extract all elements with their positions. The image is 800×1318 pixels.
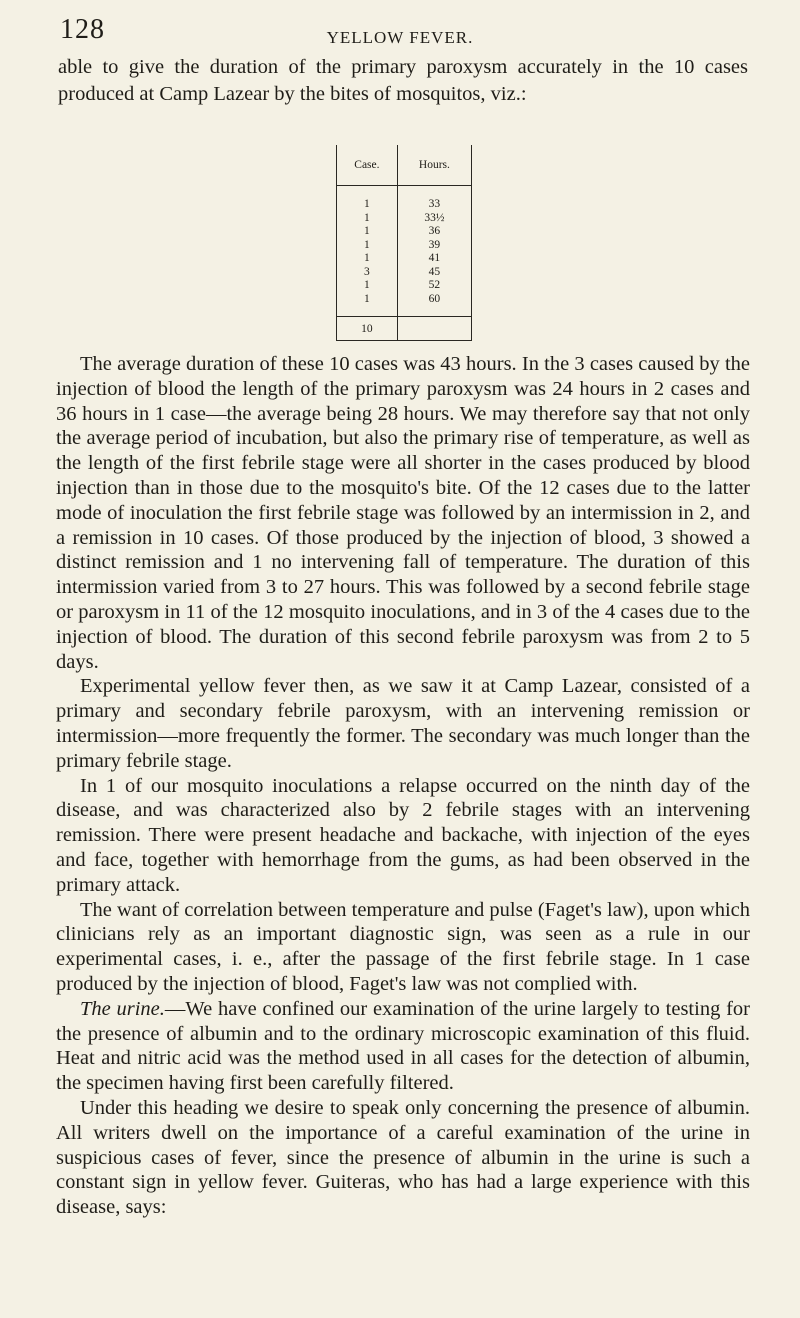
paragraph-fagets-law: The want of correlation between temperature and pulse (Faget's law), upon which clinicians rely as an important diagnostic sign, was seen as a rule in our experimental cases, i. e., after the passage of the first febrile stage. In 1 case produced by the injection of blood, Faget's law was not complied with. <box>56 898 750 995</box>
hours-value: 41 <box>428 252 441 264</box>
page-number: 128 <box>60 14 105 45</box>
hours-total-blank <box>397 317 471 341</box>
table-header-row <box>337 145 472 186</box>
case-value: 1 <box>364 198 370 210</box>
hours-value: 36 <box>428 225 441 237</box>
paragraph-average-duration: The average duration of these 10 cases was 43 hours. In the 3 cases caused by the injection of blood the length of the primary paroxysm was 24 hours in 2 cases and 36 hours in 1 case—the average being 28 hours. We may therefore say that not only the average period of incubation, but also the primary rise of temperature, as well as the length of the first febrile stage were all shorter in the cases produced by blood injection than in those due to the mosquito's bite. Of the 12 cases due to the latter mode of inoculation the first febrile stage was followed by an intermission in 2, and a remission in 10 cases. Of those produced by the injection of blood, 3 showed a distinct remission and 1 no intervening fall of temperature. The duration of this intermission varied from 3 to 27 hours. This was followed by a second febrile stage or paroxysm in 11 of the 12 mosquito inoculations, and in 3 of the 4 cases due to the injection of blood. The duration of this second febrile paroxysm was from 2 to 5 days. <box>56 353 750 673</box>
case-value: 3 <box>364 265 370 278</box>
running-head: YELLOW FEVER. <box>326 28 474 47</box>
urine-text: —We have confined our examination of the urine largely to testing for the presence of albumin and to the ordinary microscopic examination of this fluid. Heat and nitric acid was the method used in all cases for the detection of albumin, the specimen having first been carefully filtered. <box>56 997 750 1095</box>
column-header-hours: Hours. <box>397 145 471 186</box>
paragraph-albumin: Under this heading we desire to speak only concerning the presence of albumin. All writers dwell on the importance of a careful examination of the urine in suspicious cases of fever, since the presence of albumin in the urine is such a constant sign in yellow fever. Guiteras, who has had a large experience with this disease, says: <box>56 1096 750 1219</box>
case-value: 1 <box>364 279 370 291</box>
case-value: 1 <box>364 211 370 224</box>
column-header-case: Case. <box>337 145 398 186</box>
hours-value: 60 <box>428 292 441 305</box>
paragraph-experimental-fever: Experimental yellow fever then, as we saw it at Camp Lazear, consisted of a primary and secondary febrile paroxysm, with an intervening remission or intermission—more frequently the former. The secondary was much longer than the primary febrile stage. <box>56 675 750 772</box>
case-value: 1 <box>364 238 370 251</box>
case-value: 1 <box>364 225 370 237</box>
hours-value: 52 <box>428 279 441 291</box>
case-value: 1 <box>364 252 370 264</box>
case-value: 1 <box>364 292 370 305</box>
intro-text: able to give the duration of the primary paroxysm accurately in the 10 cases produced at Camp Lazear by the bites of mosquitos, viz.: <box>58 56 748 105</box>
body-text <box>56 352 750 1220</box>
hours-value: 33½ <box>424 211 445 224</box>
table-values-row <box>337 186 472 317</box>
intro-paragraph <box>58 54 748 108</box>
hours-column <box>397 186 471 317</box>
paragraph-relapse: In 1 of our mosquito inoculations a relapse occurred on the ninth day of the disease, and was characterized also by 2 febrile stages with an intervening remission. There were present headache and backache, with injection of the eyes and face, together with hemorrhage from the gums, as had been observed in the primary attack. <box>56 774 750 896</box>
case-hours-table <box>336 145 472 341</box>
case-column <box>337 186 398 317</box>
table-total-row <box>337 317 472 341</box>
hours-value: 45 <box>428 265 441 278</box>
hours-value: 39 <box>428 238 441 251</box>
data-table <box>336 145 472 341</box>
case-total: 10 <box>337 317 398 341</box>
paragraph-urine <box>56 997 750 1096</box>
hours-value: 33 <box>428 198 441 210</box>
urine-heading: The urine. <box>80 997 165 1020</box>
